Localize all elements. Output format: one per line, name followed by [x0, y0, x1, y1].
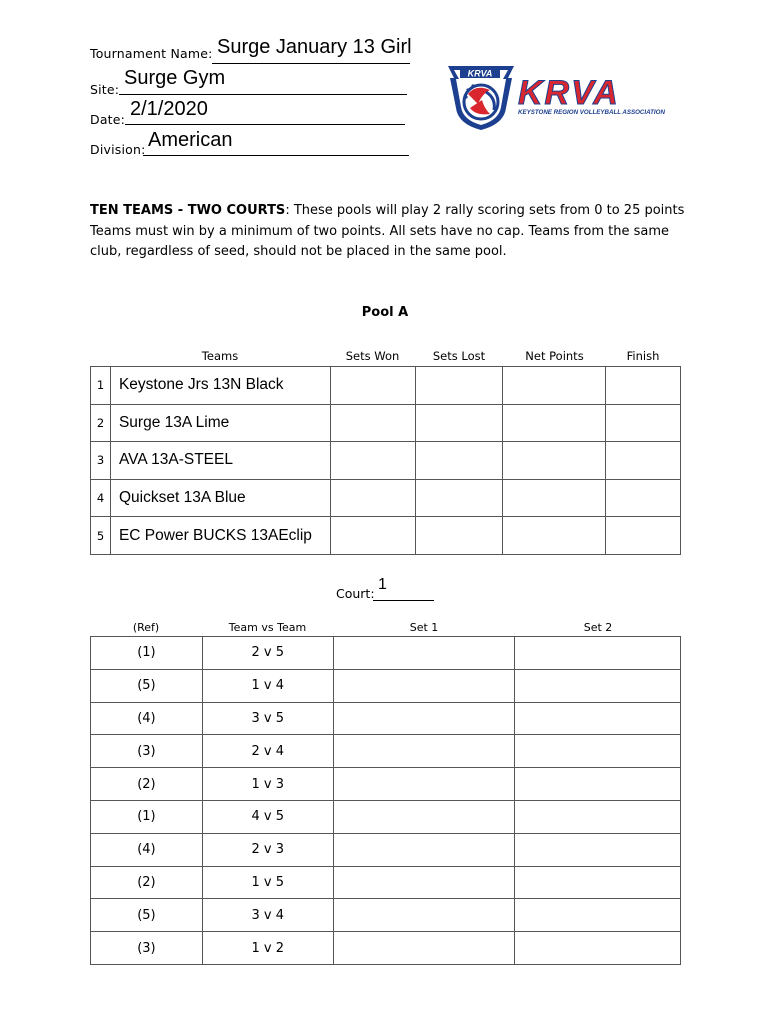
table-row: [91, 702, 681, 735]
tournament-name-value[interactable]: Surge January 13 Girl: [217, 36, 412, 58]
set-2-cell[interactable]: [515, 637, 681, 670]
net-points-cell[interactable]: [503, 367, 606, 405]
keystone-badge-icon: [446, 64, 686, 132]
table-row: [91, 735, 681, 768]
ref-cell: (3): [91, 735, 203, 768]
finish-cell[interactable]: [606, 479, 681, 517]
svg-text:KRVA: KRVA: [518, 74, 620, 112]
table-row: [91, 669, 681, 702]
division-label: Division:: [90, 142, 146, 157]
table-row: [91, 367, 681, 405]
net-points-cell[interactable]: [503, 442, 606, 480]
set-1-cell[interactable]: [333, 768, 515, 801]
krva-logo: [446, 64, 686, 132]
ref-cell: (5): [91, 899, 203, 932]
set-1-cell[interactable]: [333, 702, 515, 735]
set-1-cell[interactable]: [333, 637, 515, 670]
sets-lost-cell[interactable]: [415, 517, 503, 555]
team-number: 2: [91, 404, 111, 442]
svg-text:KRVA: KRVA: [467, 68, 493, 79]
set-2-cell[interactable]: [515, 833, 681, 866]
sets-won-cell[interactable]: [330, 442, 415, 480]
net-points-cell[interactable]: [503, 479, 606, 517]
sets-won-cell[interactable]: [330, 479, 415, 517]
set-1-cell[interactable]: [333, 932, 515, 965]
team-name: Quickset 13A Blue: [110, 479, 330, 517]
pool-title: Pool A: [361, 305, 409, 320]
sets-lost-cell[interactable]: [415, 404, 503, 442]
table-row: [91, 932, 681, 965]
instructions-body: : These pools will play 2 rally scoring sets from 0 to 25 points Teams must win by a minimum of two points. All sets have no cap. Teams from the same club, regardless of seed, should not be placed in the same pool.: [90, 203, 685, 259]
ref-cell: (4): [91, 833, 203, 866]
sets-won-cell[interactable]: [330, 404, 415, 442]
sets-won-cell[interactable]: [330, 517, 415, 555]
finish-cell[interactable]: [606, 367, 681, 405]
col-set-1: Set 1: [409, 621, 439, 634]
ref-cell: (1): [91, 637, 203, 670]
team-number: 3: [91, 442, 111, 480]
site-value[interactable]: Surge Gym: [124, 67, 226, 89]
instructions-bold: TEN TEAMS - TWO COURTS: [90, 203, 286, 218]
col-ref: (Ref): [132, 621, 160, 634]
team-number: 4: [91, 479, 111, 517]
set-2-cell[interactable]: [515, 866, 681, 899]
sets-lost-cell[interactable]: [415, 367, 503, 405]
table-row: [91, 442, 681, 480]
sets-won-cell[interactable]: [330, 367, 415, 405]
col-sets-lost: Sets Lost: [432, 349, 486, 363]
tournament-name-underline: [212, 63, 410, 64]
team-number: 1: [91, 367, 111, 405]
sets-lost-cell[interactable]: [415, 479, 503, 517]
svg-text:KEYSTONE REGION VOLLEYBALL ASS: KEYSTONE REGION VOLLEYBALL ASSOCIATION: [518, 109, 665, 116]
pool-table: [90, 366, 681, 555]
col-sets-won: Sets Won: [345, 349, 400, 363]
team-name: Surge 13A Lime: [110, 404, 330, 442]
col-teams: Teams: [201, 349, 239, 363]
instructions-text: [90, 201, 690, 263]
set-1-cell[interactable]: [333, 833, 515, 866]
col-set-2: Set 2: [583, 621, 613, 634]
set-2-cell[interactable]: [515, 702, 681, 735]
ref-cell: (2): [91, 866, 203, 899]
set-2-cell[interactable]: [515, 899, 681, 932]
matchup-cell: 2 v 4: [202, 735, 333, 768]
ref-cell: (5): [91, 669, 203, 702]
team-name: AVA 13A-STEEL: [110, 442, 330, 480]
date-label: Date:: [90, 112, 126, 127]
ref-cell: (1): [91, 800, 203, 833]
match-table: [90, 636, 681, 965]
table-row: [91, 866, 681, 899]
team-number: 5: [91, 517, 111, 555]
finish-cell[interactable]: [606, 517, 681, 555]
table-row: [91, 637, 681, 670]
table-row: [91, 517, 681, 555]
division-value[interactable]: American: [148, 129, 233, 151]
set-1-cell[interactable]: [333, 735, 515, 768]
col-net-points: Net Points: [525, 349, 584, 363]
net-points-cell[interactable]: [503, 517, 606, 555]
ref-cell: (3): [91, 932, 203, 965]
site-label: Site:: [90, 82, 120, 97]
net-points-cell[interactable]: [503, 404, 606, 442]
matchup-cell: 2 v 3: [202, 833, 333, 866]
site-underline: [119, 94, 407, 95]
court-label: Court:: [336, 586, 375, 601]
set-1-cell[interactable]: [333, 866, 515, 899]
set-2-cell[interactable]: [515, 932, 681, 965]
sets-lost-cell[interactable]: [415, 442, 503, 480]
ref-cell: (2): [91, 768, 203, 801]
matchup-cell: 2 v 5: [202, 637, 333, 670]
set-2-cell[interactable]: [515, 669, 681, 702]
matchup-cell: 1 v 3: [202, 768, 333, 801]
col-finish: Finish: [626, 349, 660, 363]
set-1-cell[interactable]: [333, 899, 515, 932]
date-underline: [125, 124, 405, 125]
set-2-cell[interactable]: [515, 735, 681, 768]
table-row: [91, 800, 681, 833]
matchup-cell: 1 v 4: [202, 669, 333, 702]
set-1-cell[interactable]: [333, 669, 515, 702]
team-name: EC Power BUCKS 13AEclip: [110, 517, 330, 555]
col-team-vs-team: Team vs Team: [228, 621, 307, 634]
matchup-cell: 4 v 5: [202, 800, 333, 833]
finish-cell[interactable]: [606, 442, 681, 480]
matchup-cell: 3 v 5: [202, 702, 333, 735]
division-underline: [143, 155, 409, 156]
finish-cell[interactable]: [606, 404, 681, 442]
ref-cell: (4): [91, 702, 203, 735]
matchup-cell: 3 v 4: [202, 899, 333, 932]
date-value[interactable]: 2/1/2020: [130, 98, 208, 120]
table-row: [91, 833, 681, 866]
set-2-cell[interactable]: [515, 800, 681, 833]
court-underline: [373, 600, 434, 601]
matchup-cell: 1 v 2: [202, 932, 333, 965]
table-row: [91, 768, 681, 801]
table-row: [91, 899, 681, 932]
court-value[interactable]: 1: [378, 576, 387, 593]
set-2-cell[interactable]: [515, 768, 681, 801]
tournament-name-label: Tournament Name:: [90, 46, 213, 61]
table-row: [91, 479, 681, 517]
team-name: Keystone Jrs 13N Black: [110, 367, 330, 405]
set-1-cell[interactable]: [333, 800, 515, 833]
table-row: [91, 404, 681, 442]
matchup-cell: 1 v 5: [202, 866, 333, 899]
